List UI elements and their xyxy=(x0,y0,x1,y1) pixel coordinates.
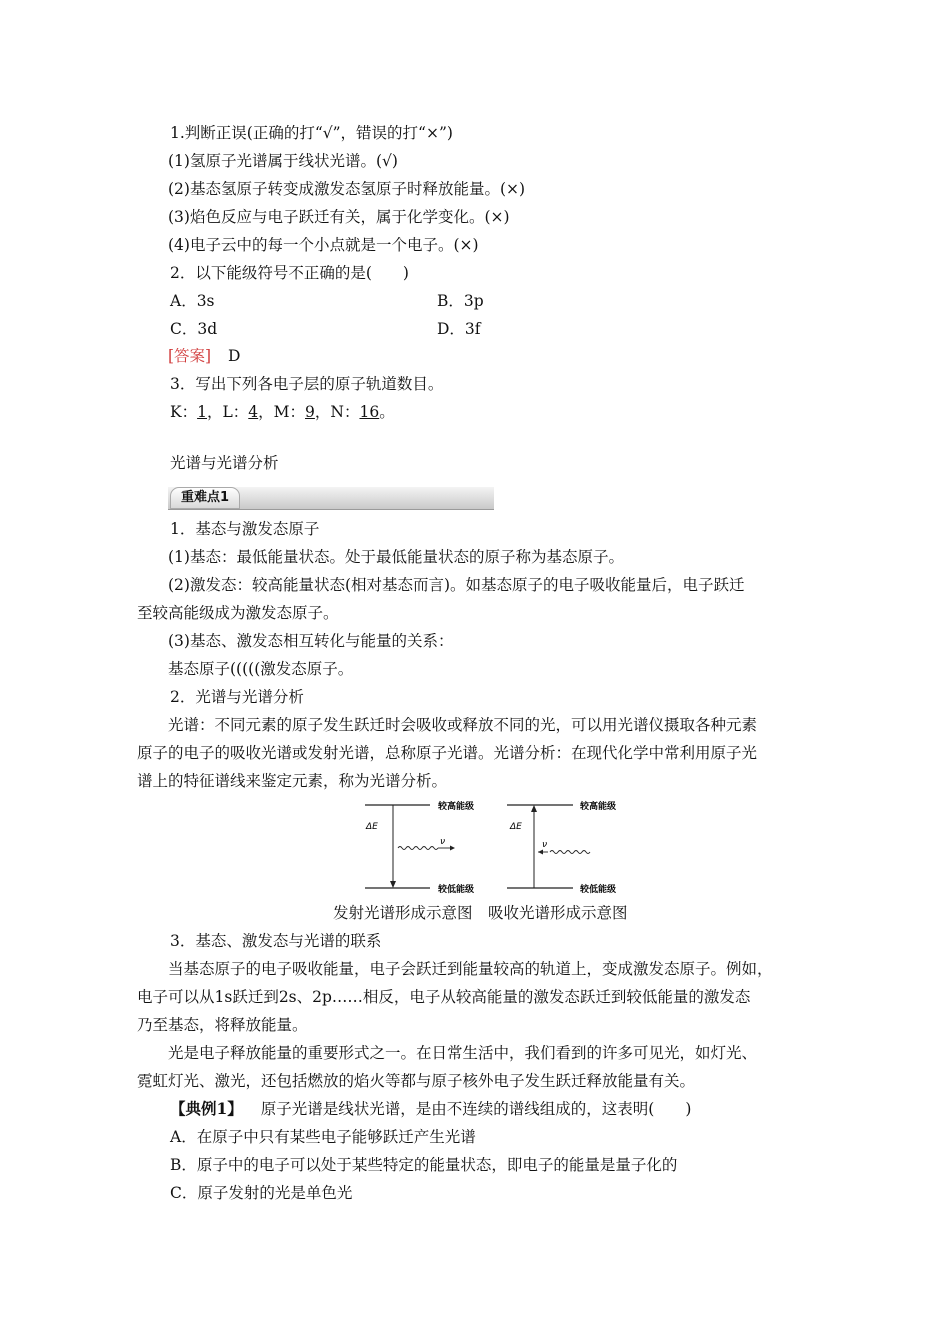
section-title: 光谱与光谱分析 xyxy=(170,454,279,472)
example-option-a: A．在原子中只有某些电子能够跃迁产生光谱 xyxy=(170,1128,476,1146)
example-option-b: B．原子中的电子可以处于某些特定的能量状态，即电子的能量是量子化的 xyxy=(170,1156,678,1174)
q3-title: 3．写出下列各电子层的原子轨道数目。 xyxy=(170,375,444,393)
k-value: 1 xyxy=(197,403,207,421)
q1-item-4: (4)电子云中的每一个小点就是一个电子。(×) xyxy=(168,236,479,254)
part1-p2-line1: (2)激发态：较高能量状态(相对基态而言)。如基态原子的电子吸收能量后，电子跃迁 xyxy=(168,576,745,594)
absorption-delta-e: ΔE xyxy=(510,822,522,832)
q2-answer xyxy=(168,345,240,367)
emission-high-label: 较高能级 xyxy=(438,802,475,812)
q1-item-2: (2)基态氢原子转变成激发态氢原子时释放能量。(×) xyxy=(168,180,526,198)
q2-option-a: A．3s xyxy=(170,292,215,310)
absorption-high-label: 较高能级 xyxy=(580,802,617,812)
absorption-nu: ν xyxy=(542,840,548,850)
answer-label: [答案] xyxy=(168,347,212,365)
part1-p4: 基态原子(((((激发态原子。 xyxy=(168,660,354,678)
m-value: 9 xyxy=(305,403,315,421)
q2-title: 2．以下能级符号不正确的是( ) xyxy=(170,264,409,282)
part3-line4: 光是电子释放能量的重要形式之一。在日常生活中，我们看到的许多可见光，如灯光、 xyxy=(168,1044,758,1062)
part3-line1: 当基态原子的电子吸收能量，电子会跃迁到能量较高的轨道上，变成激发态原子。例如， xyxy=(168,960,773,978)
part2-line3: 谱上的特征谱线来鉴定元素，称为光谱分析。 xyxy=(137,772,448,790)
q1-item-1: (1)氢原子光谱属于线状光谱。(√) xyxy=(168,152,398,170)
example-option-c: C．原子发射的光是单色光 xyxy=(170,1184,353,1202)
spectrum-diagrams xyxy=(360,795,640,900)
part3-heading: 3．基态、激发态与光谱的联系 xyxy=(170,932,382,950)
q2-option-c: C．3d xyxy=(170,320,218,338)
q2-option-d: D．3f xyxy=(437,320,481,338)
n-value: 16 xyxy=(359,403,380,421)
key-point-banner xyxy=(168,487,494,510)
q3-answer-line: K：1，L：4，M：9，N：16。 xyxy=(170,403,395,421)
q1-item-3: (3)焰色反应与电子跃迁有关，属于化学变化。(×) xyxy=(168,208,510,226)
example-stem: 原子光谱是线状光谱，是由不连续的谱线组成的，这表明( ) xyxy=(260,1100,692,1118)
part1-p1: (1)基态：最低能量状态。处于最低能量状态的原子称为基态原子。 xyxy=(168,548,624,566)
part2-line2: 原子的电子的吸收光谱或发射光谱，总称原子光谱。光谱分析：在现代化学中常利用原子光 xyxy=(137,744,758,762)
q1-title: 1.判断正误(正确的打“√”，错误的打“×”) xyxy=(170,124,453,142)
part3-line3: 乃至基态，将释放能量。 xyxy=(137,1016,308,1034)
absorption-diagram xyxy=(507,800,616,895)
part1-heading: 1．基态与激发态原子 xyxy=(170,520,320,538)
answer-value: D xyxy=(228,347,241,365)
q2-option-b: B．3p xyxy=(437,292,484,310)
part1-p2-line2: 至较高能级成为激发态原子。 xyxy=(137,604,339,622)
part1-p3: (3)基态、激发态相互转化与能量的关系： xyxy=(168,632,454,650)
banner-label: 重难点1 xyxy=(170,487,240,509)
emission-nu: ν xyxy=(440,837,446,847)
part2-heading: 2．光谱与光谱分析 xyxy=(170,688,304,706)
part2-line1: 光谱：不同元素的原子发生跃迁时会吸收或释放不同的光，可以用光谱仪摄取各种元素 xyxy=(168,716,758,734)
emission-low-label: 较低能级 xyxy=(438,885,475,895)
part3-line5: 霓虹灯光、激光，还包括燃放的焰火等都与原子核外电子发生跃迁释放能量有关。 xyxy=(137,1072,696,1090)
emission-delta-e: ΔE xyxy=(366,822,378,832)
example-stem-line xyxy=(170,1098,691,1120)
example-label: 【典例1】 xyxy=(170,1099,243,1118)
l-value: 4 xyxy=(248,403,259,421)
part3-line2: 电子可以从1s跃迁到2s、2p……相反，电子从较高能量的激发态跃迁到较低能量的激发态 xyxy=(137,988,751,1006)
emission-diagram xyxy=(365,800,474,895)
absorption-low-label: 较低能级 xyxy=(580,885,617,895)
diagram-caption: 发射光谱形成示意图 吸收光谱形成示意图 xyxy=(333,904,628,922)
